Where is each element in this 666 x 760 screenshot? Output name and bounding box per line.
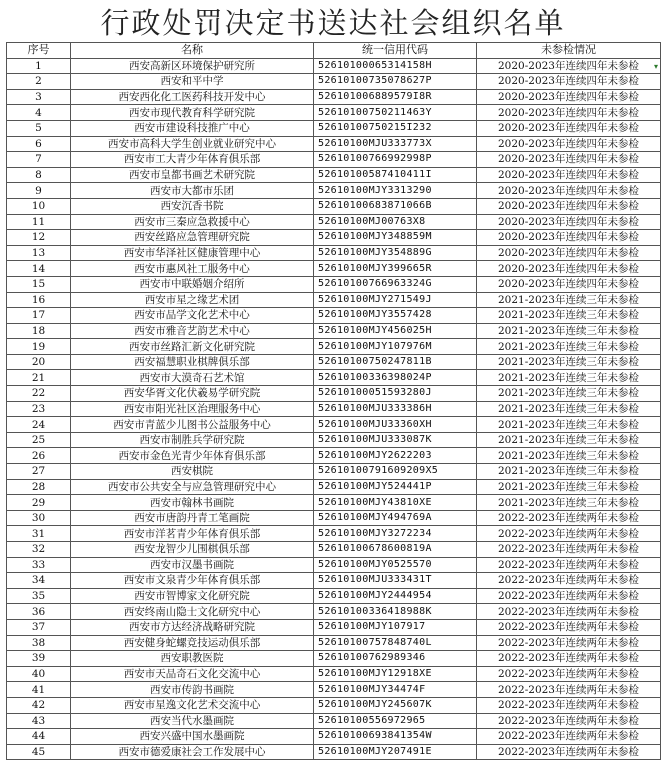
table-row xyxy=(7,152,661,168)
table-row xyxy=(7,214,661,230)
row-name: 西安市唐韵丹青工笔画院 xyxy=(71,510,314,526)
row-credit-code: 526101006889579I8R xyxy=(314,89,477,105)
row-index: 44 xyxy=(7,729,71,745)
row-index: 10 xyxy=(7,198,71,214)
row-credit-code: 52610100587410411I xyxy=(314,167,477,183)
row-status: 2021-2023年连续三年未参检 xyxy=(477,323,661,339)
table-row xyxy=(7,167,661,183)
row-credit-code: 52610100MJY3313290 xyxy=(314,183,477,199)
table-row xyxy=(7,495,661,511)
row-credit-code: 52610100791609209X5 xyxy=(314,464,477,480)
table-row xyxy=(7,619,661,635)
row-status: 2022-2023年连续两年未参检 xyxy=(477,604,661,620)
row-name: 西安市三秦应急救援中心 xyxy=(71,214,314,230)
row-credit-code: 52610100MJU333087K xyxy=(314,432,477,448)
row-index: 23 xyxy=(7,401,71,417)
row-index: 15 xyxy=(7,276,71,292)
row-credit-code: 52610100MJY34474F xyxy=(314,682,477,698)
row-name: 西安西化化工医药科技开发中心 xyxy=(71,89,314,105)
table-row xyxy=(7,635,661,651)
table-row xyxy=(7,401,661,417)
row-name: 西安兴盛中国水墨画院 xyxy=(71,729,314,745)
table-row xyxy=(7,89,661,105)
row-status: 2022-2023年连续两年未参检 xyxy=(477,588,661,604)
row-credit-code: 52610100MJY354889G xyxy=(314,245,477,261)
row-name: 西安市星逸文化艺术交流中心 xyxy=(71,697,314,713)
row-credit-code: 52610100MJY494769A xyxy=(314,510,477,526)
row-name: 西安市现代教育科学研究院 xyxy=(71,105,314,121)
row-name: 西安市制胜兵学研究院 xyxy=(71,432,314,448)
table-row xyxy=(7,573,661,589)
row-status: 2022-2023年连续两年未参检 xyxy=(477,666,661,682)
row-name: 西安华胥文化伏羲易学研究院 xyxy=(71,386,314,402)
row-index: 20 xyxy=(7,354,71,370)
row-status: 2020-2023年连续四年未参检 xyxy=(477,120,661,136)
row-name: 西安丝路应急管理研究院 xyxy=(71,230,314,246)
row-name: 西安龙智少儿围棋俱乐部 xyxy=(71,542,314,558)
row-index: 19 xyxy=(7,339,71,355)
row-index: 36 xyxy=(7,604,71,620)
table-row xyxy=(7,729,661,745)
row-status: 2022-2023年连续两年未参检 xyxy=(477,526,661,542)
table-row xyxy=(7,557,661,573)
row-name: 西安沉香书院 xyxy=(71,198,314,214)
row-name: 西安市大漠奇石艺术馆 xyxy=(71,370,314,386)
row-status: 2020-2023年连续四年未参检 ▾ xyxy=(477,58,661,74)
row-index: 29 xyxy=(7,495,71,511)
row-credit-code: 52610100766963324G xyxy=(314,276,477,292)
row-status: 2021-2023年连续三年未参检 xyxy=(477,417,661,433)
row-index: 14 xyxy=(7,261,71,277)
row-name: 西安市天品奇石文化交流中心 xyxy=(71,666,314,682)
table-row xyxy=(7,666,661,682)
row-name: 西安市汉墨书画院 xyxy=(71,557,314,573)
row-credit-code: 52610100MJU333773X xyxy=(314,136,477,152)
row-status: 2021-2023年连续三年未参检 xyxy=(477,448,661,464)
header-index: 序号 xyxy=(7,43,71,59)
row-name: 西安市公共安全与应急管理研究中心 xyxy=(71,479,314,495)
row-status: 2020-2023年连续四年未参检 xyxy=(477,230,661,246)
row-name: 西安当代水墨画院 xyxy=(71,713,314,729)
row-credit-code: 52610100MJY12918XE xyxy=(314,666,477,682)
row-credit-code: 52610100556972965 xyxy=(314,713,477,729)
row-status: 2021-2023年连续三年未参检 xyxy=(477,370,661,386)
row-credit-code: 52610100750247811B xyxy=(314,354,477,370)
row-name: 西安市品学文化艺术中心 xyxy=(71,308,314,324)
row-credit-code: 52610100MJU333431T xyxy=(314,573,477,589)
table-row xyxy=(7,230,661,246)
row-name: 西安终南山隐士文化研究中心 xyxy=(71,604,314,620)
row-index: 18 xyxy=(7,323,71,339)
row-index: 5 xyxy=(7,120,71,136)
row-credit-code: 52610100MJY2622203 xyxy=(314,448,477,464)
row-status: 2020-2023年连续四年未参检 xyxy=(477,152,661,168)
row-index: 22 xyxy=(7,386,71,402)
row-name: 西安市中联婚姻介绍所 xyxy=(71,276,314,292)
table-row xyxy=(7,713,661,729)
row-credit-code: 52610100MJY43810XE xyxy=(314,495,477,511)
row-name: 西安市建设科技推广中心 xyxy=(71,120,314,136)
table-row xyxy=(7,417,661,433)
row-status: 2020-2023年连续四年未参检 xyxy=(477,198,661,214)
table-row xyxy=(7,245,661,261)
row-credit-code: 52610100762989346 xyxy=(314,651,477,667)
row-name: 西安市青蓝少儿图书公益服务中心 xyxy=(71,417,314,433)
row-name: 西安市皇都书画艺术研究院 xyxy=(71,167,314,183)
row-credit-code: 52610100MJY2444954 xyxy=(314,588,477,604)
row-index: 32 xyxy=(7,542,71,558)
row-name: 西安市德爱康社会工作发展中心 xyxy=(71,744,314,760)
header-name: 名称 xyxy=(71,43,314,59)
row-credit-code: 52610100750215I232 xyxy=(314,120,477,136)
row-index: 27 xyxy=(7,464,71,480)
header-inspection-status: 未参检情况 xyxy=(477,43,661,59)
table-row xyxy=(7,120,661,136)
row-credit-code: 52610100MJY456025H xyxy=(314,323,477,339)
row-name: 西安福慧职业棋牌俱乐部 xyxy=(71,354,314,370)
row-index: 30 xyxy=(7,510,71,526)
row-name: 西安棋院 xyxy=(71,464,314,480)
row-status: 2021-2023年连续三年未参检 xyxy=(477,432,661,448)
table-row xyxy=(7,323,661,339)
row-index: 43 xyxy=(7,713,71,729)
table-row xyxy=(7,74,661,90)
row-name: 西安和平中学 xyxy=(71,74,314,90)
row-name: 西安市工大青少年体育俱乐部 xyxy=(71,152,314,168)
table-row xyxy=(7,105,661,121)
row-index: 17 xyxy=(7,308,71,324)
row-status: 2022-2023年连续两年未参检 xyxy=(477,635,661,651)
row-status: 2021-2023年连续三年未参检 xyxy=(477,401,661,417)
row-index: 11 xyxy=(7,214,71,230)
row-index: 25 xyxy=(7,432,71,448)
row-status: 2020-2023年连续四年未参检 xyxy=(477,105,661,121)
row-name: 西安市丝路汇新文化研究院 xyxy=(71,339,314,355)
row-name: 西安高新区环境保护研究所 xyxy=(71,58,314,74)
row-credit-code: 52610100336398024P xyxy=(314,370,477,386)
header-credit-code: 统一信用代码 xyxy=(314,43,477,59)
table-row xyxy=(7,479,661,495)
row-status: 2020-2023年连续四年未参检 xyxy=(477,74,661,90)
row-status: 2020-2023年连续四年未参检 xyxy=(477,261,661,277)
row-name: 西安市星之缘艺术团 xyxy=(71,292,314,308)
table-row xyxy=(7,526,661,542)
table-row xyxy=(7,354,661,370)
row-name: 西安职教医院 xyxy=(71,651,314,667)
row-credit-code: 52610100683871066B xyxy=(314,198,477,214)
table-row xyxy=(7,682,661,698)
row-credit-code: 52610100MJY3272234 xyxy=(314,526,477,542)
row-credit-code: 52610100MJY245607K xyxy=(314,697,477,713)
row-name: 西安市金色光青少年体育俱乐部 xyxy=(71,448,314,464)
row-status: 2022-2023年连续两年未参检 xyxy=(477,744,661,760)
row-status: 2021-2023年连续三年未参检 xyxy=(477,292,661,308)
row-credit-code: 52610100766992998P xyxy=(314,152,477,168)
row-index: 13 xyxy=(7,245,71,261)
row-name: 西安市翰林书画院 xyxy=(71,495,314,511)
row-status: 2022-2023年连续两年未参检 xyxy=(477,573,661,589)
table-row xyxy=(7,604,661,620)
row-status: 2022-2023年连续两年未参检 xyxy=(477,682,661,698)
table-row xyxy=(7,292,661,308)
row-name: 西安市高科大学生创业就业研究中心 xyxy=(71,136,314,152)
row-name: 西安市阳光社区治理服务中心 xyxy=(71,401,314,417)
row-status: 2022-2023年连续两年未参检 xyxy=(477,542,661,558)
row-status: 2020-2023年连续四年未参检 xyxy=(477,214,661,230)
row-index: 6 xyxy=(7,136,71,152)
table-row xyxy=(7,510,661,526)
row-index: 24 xyxy=(7,417,71,433)
row-status: 2021-2023年连续三年未参检 xyxy=(477,479,661,495)
row-index: 45 xyxy=(7,744,71,760)
row-index: 26 xyxy=(7,448,71,464)
row-status: 2020-2023年连续四年未参检 xyxy=(477,183,661,199)
table-row xyxy=(7,432,661,448)
row-index: 38 xyxy=(7,635,71,651)
row-name: 西安市洋茗青少年体育俱乐部 xyxy=(71,526,314,542)
row-index: 40 xyxy=(7,666,71,682)
row-index: 21 xyxy=(7,370,71,386)
row-name: 西安市雅音艺韵艺术中心 xyxy=(71,323,314,339)
row-status: 2020-2023年连续四年未参检 xyxy=(477,136,661,152)
row-name: 西安健身蛇螺竞技运动俱乐部 xyxy=(71,635,314,651)
table-row xyxy=(7,542,661,558)
row-status: 2022-2023年连续两年未参检 xyxy=(477,729,661,745)
row-credit-code: 52610100693841354W xyxy=(314,729,477,745)
row-credit-code: 52610100MJY0525570 xyxy=(314,557,477,573)
row-index: 42 xyxy=(7,697,71,713)
row-index: 4 xyxy=(7,105,71,121)
document-title: 行政处罚决定书送达社会组织名单 xyxy=(100,6,566,40)
row-status: 2020-2023年连续四年未参检 xyxy=(477,89,661,105)
table-row xyxy=(7,183,661,199)
row-name: 西安市智博家文化研究院 xyxy=(71,588,314,604)
row-index: 31 xyxy=(7,526,71,542)
row-status: 2022-2023年连续两年未参检 xyxy=(477,651,661,667)
row-credit-code: 52610100MJY348859M xyxy=(314,230,477,246)
row-status: 2021-2023年连续三年未参检 xyxy=(477,339,661,355)
table-row xyxy=(7,261,661,277)
table-row xyxy=(7,697,661,713)
row-credit-code: 52610100051593280J xyxy=(314,386,477,402)
row-index: 33 xyxy=(7,557,71,573)
row-credit-code: 52610100MJU333386H xyxy=(314,401,477,417)
table-row xyxy=(7,58,661,74)
row-credit-code: 52610100678600819A xyxy=(314,542,477,558)
row-index: 3 xyxy=(7,89,71,105)
row-credit-code: 52610100735078627P xyxy=(314,74,477,90)
cell-marker-icon: ▾ xyxy=(653,61,658,71)
row-index: 7 xyxy=(7,152,71,168)
row-index: 37 xyxy=(7,619,71,635)
row-index: 39 xyxy=(7,651,71,667)
row-credit-code: 52610100MJY399665R xyxy=(314,261,477,277)
row-credit-code: 52610100065314158H xyxy=(314,58,477,74)
row-index: 41 xyxy=(7,682,71,698)
table-row xyxy=(7,339,661,355)
table-header-row xyxy=(7,43,661,59)
organization-table xyxy=(6,42,661,760)
table-row xyxy=(7,386,661,402)
row-credit-code: 52610100750211463Y xyxy=(314,105,477,121)
table-row xyxy=(7,464,661,480)
row-index: 35 xyxy=(7,588,71,604)
row-status: 2022-2023年连续两年未参检 xyxy=(477,619,661,635)
row-index: 34 xyxy=(7,573,71,589)
row-status: 2020-2023年连续四年未参检 xyxy=(477,167,661,183)
row-index: 28 xyxy=(7,479,71,495)
table-row xyxy=(7,744,661,760)
row-index: 8 xyxy=(7,167,71,183)
row-status: 2021-2023年连续三年未参检 xyxy=(477,354,661,370)
row-credit-code: 52610100MJY107976M xyxy=(314,339,477,355)
table-row xyxy=(7,276,661,292)
row-credit-code: 52610100MJY271549J xyxy=(314,292,477,308)
row-credit-code: 52610100MJU33360XH xyxy=(314,417,477,433)
row-name: 西安市大都市乐团 xyxy=(71,183,314,199)
row-status: 2021-2023年连续三年未参检 xyxy=(477,495,661,511)
table-row xyxy=(7,136,661,152)
row-status: 2020-2023年连续四年未参检 xyxy=(477,245,661,261)
row-status: 2022-2023年连续两年未参检 xyxy=(477,697,661,713)
row-status: 2020-2023年连续四年未参检 xyxy=(477,276,661,292)
row-name: 西安市传韵书画院 xyxy=(71,682,314,698)
row-status: 2021-2023年连续三年未参检 xyxy=(477,386,661,402)
row-name: 西安市文泉青少年体育俱乐部 xyxy=(71,573,314,589)
row-index: 12 xyxy=(7,230,71,246)
table-row xyxy=(7,198,661,214)
row-status: 2022-2023年连续两年未参检 xyxy=(477,510,661,526)
row-status: 2021-2023年连续三年未参检 xyxy=(477,464,661,480)
row-credit-code: 52610100MJY524441P xyxy=(314,479,477,495)
row-status: 2022-2023年连续两年未参检 xyxy=(477,713,661,729)
row-credit-code: 52610100757848740L xyxy=(314,635,477,651)
row-status: 2021-2023年连续三年未参检 xyxy=(477,308,661,324)
table-row xyxy=(7,370,661,386)
table-row xyxy=(7,588,661,604)
row-credit-code: 52610100MJ00763X8 xyxy=(314,214,477,230)
row-status: 2022-2023年连续两年未参检 xyxy=(477,557,661,573)
row-index: 2 xyxy=(7,74,71,90)
row-credit-code: 52610100336418988K xyxy=(314,604,477,620)
row-credit-code: 52610100MJY3557428 xyxy=(314,308,477,324)
row-name: 西安市惠风社工服务中心 xyxy=(71,261,314,277)
row-index: 1 xyxy=(7,58,71,74)
row-name: 西安市方达经济战略研究院 xyxy=(71,619,314,635)
row-index: 16 xyxy=(7,292,71,308)
row-index: 9 xyxy=(7,183,71,199)
table-row xyxy=(7,308,661,324)
row-credit-code: 52610100MJY107917 xyxy=(314,619,477,635)
row-name: 西安市华泽社区健康管理中心 xyxy=(71,245,314,261)
table-row xyxy=(7,651,661,667)
row-credit-code: 52610100MJY207491E xyxy=(314,744,477,760)
table-row xyxy=(7,448,661,464)
